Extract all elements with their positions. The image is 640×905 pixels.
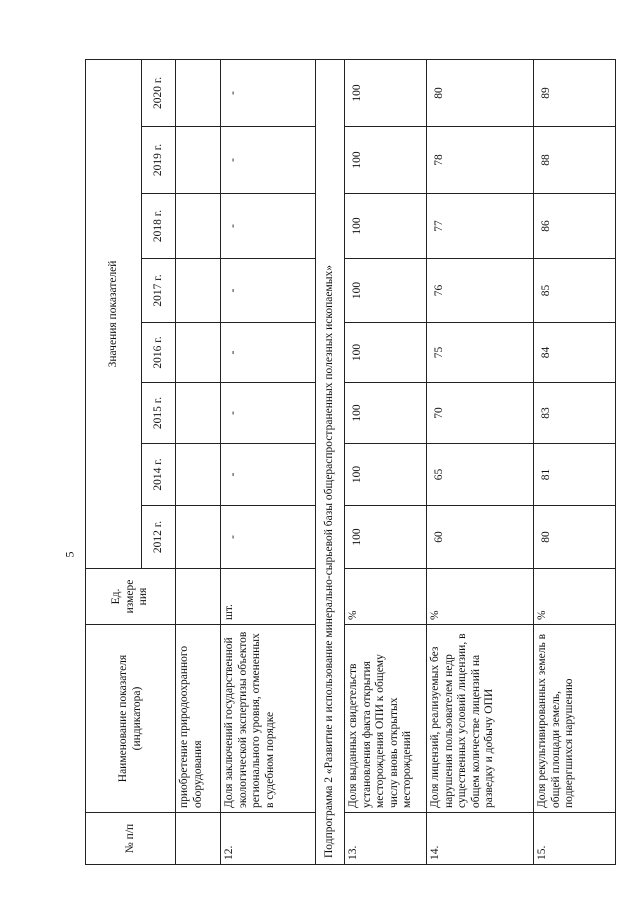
row-name: Доля выданных свидетельств установления факта открытия месторождения ОПИ к общему числу вновь открытых месторождений	[345, 625, 427, 813]
table-row	[221, 59, 316, 864]
row-name: Доля лицензий, реализуемых без нарушения пользователем недр существенных условий лицензии, в общем количестве лицензий на разведку и добычу ОПИ	[427, 625, 534, 813]
row-value: 85	[534, 259, 616, 323]
row-value: 100	[345, 383, 427, 444]
row-value: 100	[345, 259, 427, 323]
row-value	[176, 194, 221, 259]
row-value: -	[221, 127, 316, 194]
table-row	[534, 59, 616, 864]
indicators-table	[85, 59, 616, 865]
row-unit: %	[534, 569, 616, 625]
table-row	[345, 59, 427, 864]
row-value: 83	[534, 383, 616, 444]
row-value	[176, 444, 221, 506]
row-value	[176, 259, 221, 323]
row-value: 81	[534, 444, 616, 506]
row-no: 13.	[345, 813, 427, 865]
row-value: 100	[345, 506, 427, 569]
header-year: 2012 г.	[142, 506, 176, 569]
row-name: Доля рекультивированных земель в общей площади земель, подвергшихся нарушению	[534, 625, 616, 813]
header-name: Наименование показателя (индикатора)	[86, 625, 176, 813]
row-value	[176, 383, 221, 444]
header-year: 2015 г.	[142, 383, 176, 444]
row-value: 70	[427, 383, 534, 444]
header-no: № п/п	[86, 813, 176, 865]
header-year: 2016 г.	[142, 323, 176, 383]
row-value	[176, 127, 221, 194]
row-unit: %	[427, 569, 534, 625]
header-values: Значения показателей	[86, 59, 142, 568]
header-year: 2019 г.	[142, 127, 176, 194]
row-no	[176, 813, 221, 865]
row-unit: шт.	[221, 569, 316, 625]
row-value	[176, 323, 221, 383]
row-value: 100	[345, 59, 427, 126]
row-value: 100	[345, 194, 427, 259]
rotated-table-container	[85, 60, 615, 865]
header-year: 2017 г.	[142, 259, 176, 323]
row-no: 15.	[534, 813, 616, 865]
row-value: -	[221, 444, 316, 506]
row-value: -	[221, 259, 316, 323]
row-value: 84	[534, 323, 616, 383]
table-row	[427, 59, 534, 864]
header-year: 2020 г.	[142, 59, 176, 126]
row-value	[176, 59, 221, 126]
row-value: 100	[345, 323, 427, 383]
row-value: -	[221, 323, 316, 383]
subprogram-title: Подпрограмма 2 «Развитие и использование минерально-сырьевой базы общераспространенных полезных ископаемых»	[316, 59, 345, 864]
row-unit	[176, 569, 221, 625]
header-unit: Ед. измере ния	[86, 569, 176, 625]
row-value: -	[221, 194, 316, 259]
row-name: приобретение природоохранного оборудования	[176, 625, 221, 813]
row-value: -	[221, 383, 316, 444]
row-value: 77	[427, 194, 534, 259]
row-value: -	[221, 506, 316, 569]
row-value: 80	[534, 506, 616, 569]
row-no: 14.	[427, 813, 534, 865]
row-value: 89	[534, 59, 616, 126]
row-value: 60	[427, 506, 534, 569]
row-value: 80	[427, 59, 534, 126]
row-unit: %	[345, 569, 427, 625]
row-value: 75	[427, 323, 534, 383]
row-value	[176, 506, 221, 569]
row-value: 88	[534, 127, 616, 194]
row-value: 100	[345, 444, 427, 506]
header-year: 2018 г.	[142, 194, 176, 259]
row-value: 86	[534, 194, 616, 259]
page-number: 5	[62, 551, 77, 558]
row-no: 12.	[221, 813, 316, 865]
table-row	[176, 59, 221, 864]
row-value: 76	[427, 259, 534, 323]
header-year: 2014 г.	[142, 444, 176, 506]
row-value: 100	[345, 127, 427, 194]
row-name: Доля заключений государственной экологической экспертизы объектов регионального уровня, отмененных в судебном порядке	[221, 625, 316, 813]
row-value: 65	[427, 444, 534, 506]
row-value: 78	[427, 127, 534, 194]
row-value: -	[221, 59, 316, 126]
